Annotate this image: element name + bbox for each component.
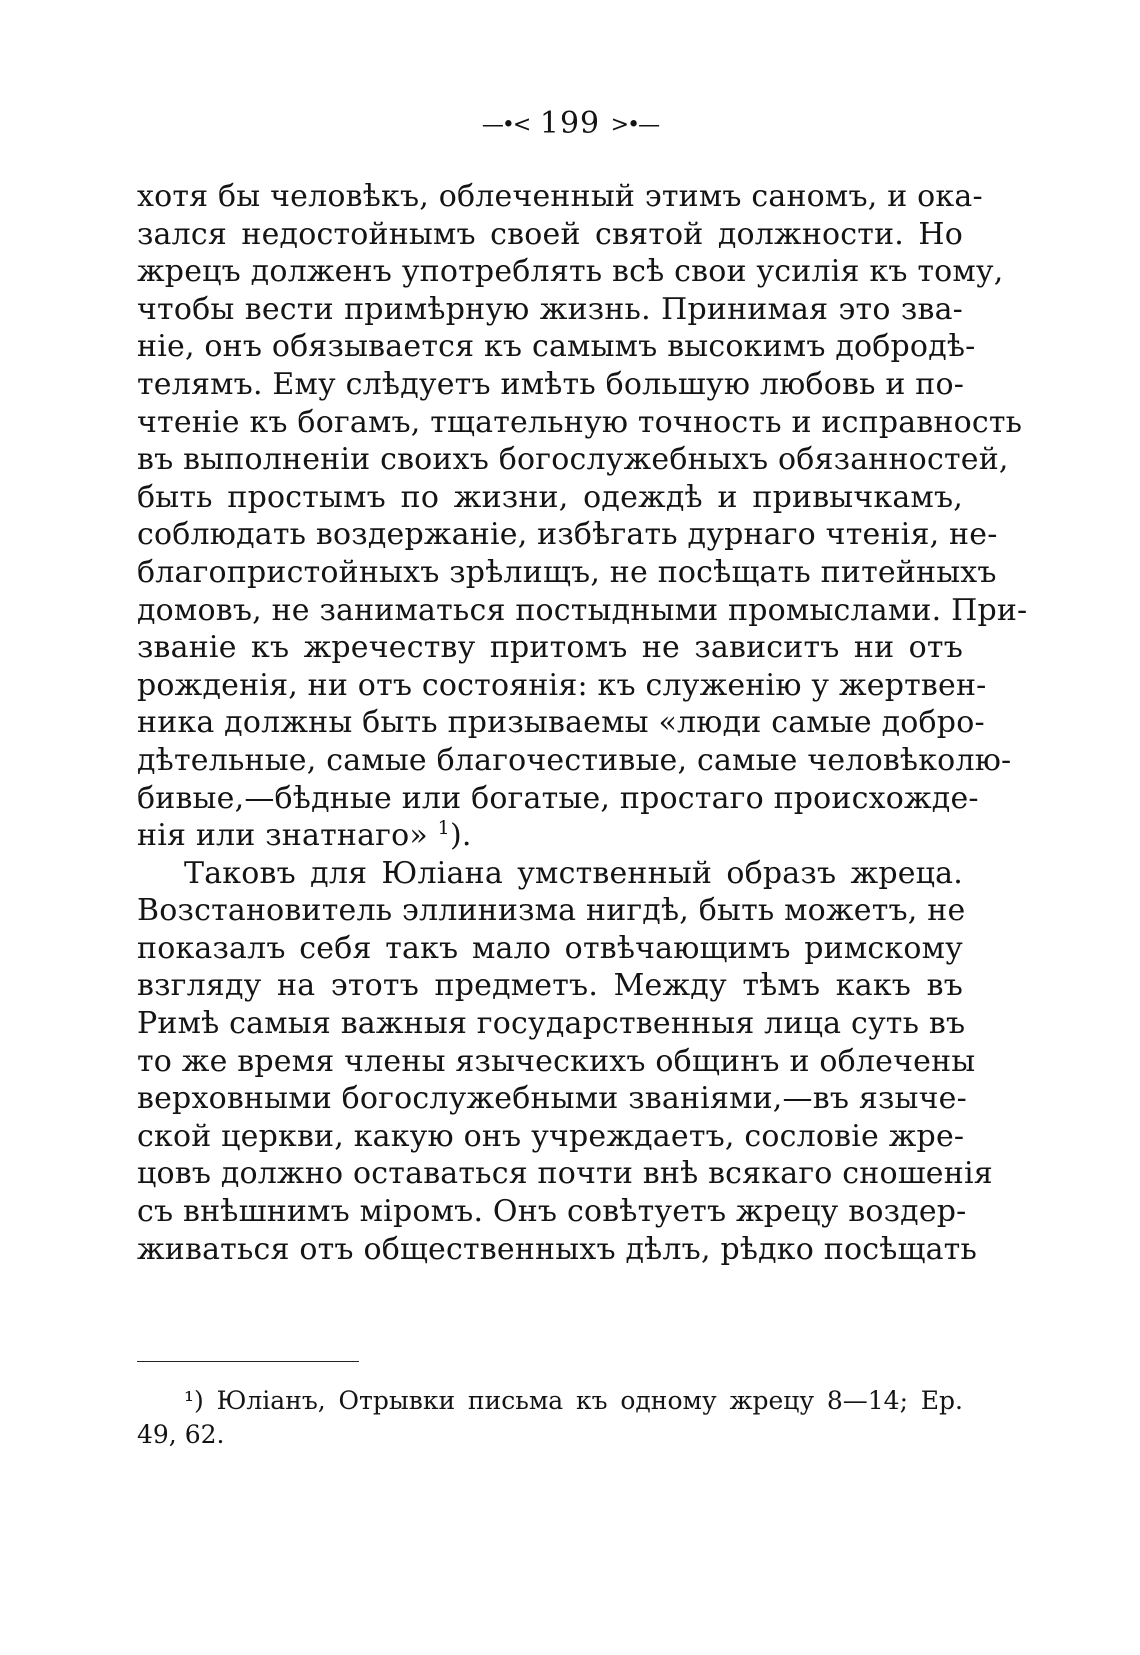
text-line: показалъ себя такъ мало отвѣчающимъ римскому [137, 930, 963, 966]
text-line: живаться отъ общественныхъ дѣлъ, рѣдко посѣщать [137, 1231, 978, 1267]
text-line: жрецъ долженъ употреблять всѣ свои усилія къ тому, [137, 254, 1004, 290]
text-line: Таковъ для Юліана умственный образъ жреца. [184, 855, 963, 891]
text-line: телямъ. Ему слѣдуетъ имѣть большую любовь и по- [137, 366, 965, 402]
text-line: дѣтельные, самые благочестивые, самые человѣколю- [137, 742, 1012, 778]
main-text [137, 178, 1028, 1268]
text-line: то же время члены языческихъ общинъ и облечены [137, 1043, 976, 1079]
text-line: верховными богослужебными званіями,—въ языче- [137, 1081, 967, 1117]
footnote-line: 49, 62. [137, 1420, 225, 1449]
text-line: рожденія, ни отъ состоянія: къ служенію у жертвен- [137, 667, 987, 703]
footnote-text: Юліанъ, Отрывки письма къ одному жрецу 8—14; Ep. [203, 1386, 963, 1415]
text-line: званіе къ жречеству притомъ не зависитъ ни отъ [137, 630, 963, 666]
text-line: зался недостойнымъ своей святой должности. Но [137, 216, 963, 252]
text-line: соблюдать воздержаніе, избѣгать дурнаго чтенія, не- [137, 517, 998, 553]
text-line: съ внѣшнимъ міромъ. Онъ совѣтуетъ жрецу воздер- [137, 1194, 967, 1230]
page-number: 199 [539, 106, 601, 141]
text-line: взгляду на этотъ предметъ. Между тѣмъ какъ въ [137, 968, 963, 1004]
text-line: бивые,—бѣдные или богатые, простаго происхожде- [137, 780, 979, 816]
text-line: домовъ, не заниматься постыдными промыслами. При- [137, 592, 1028, 628]
footnote-mark: ¹) [184, 1386, 204, 1415]
text-line: благопристойныхъ зрѣлищъ, не посѣщать питейныхъ [137, 554, 997, 590]
text-line: цовъ должно оставаться почти внѣ всякаго сношенія [137, 1156, 993, 1192]
text-line: ника должны быть призываемы «люди самые добро- [137, 705, 985, 741]
ornament-right: >•— [610, 112, 659, 138]
text-line: быть простымъ по жизни, одеждѣ и привычкамъ, [137, 479, 963, 515]
text-line: чтобы вести примѣрную жизнь. Принимая это зва- [137, 291, 963, 327]
text-line: чтеніе къ богамъ, тщательную точность и исправность [137, 404, 1023, 440]
footnote-reference: 1 [437, 817, 450, 840]
last-line-tail: ). [449, 818, 472, 854]
ornament-left: —•< [481, 112, 530, 138]
text-line-last [137, 817, 963, 855]
text-line: Возстановитель эллинизма нигдѣ, быть можетъ, не [137, 893, 966, 929]
footnote [137, 1384, 963, 1452]
text-line: Римѣ самыя важныя государственныя лица суть въ [137, 1006, 966, 1042]
text-line: хотя бы человѣкъ, облеченный этимъ саномъ, и ока- [137, 179, 983, 214]
text-line: въ выполненіи своихъ богослужебныхъ обязанностей, [137, 442, 1009, 478]
footnote-divider [137, 1361, 359, 1362]
last-line-text: нія или знатнаго» [137, 818, 438, 854]
footnote-line [137, 1384, 963, 1418]
text-line: ніе, онъ обязывается къ самымъ высокимъ добродѣ- [137, 329, 976, 365]
text-line: ской церкви, какую онъ учреждаетъ, сословіе жре- [137, 1118, 965, 1154]
page-header [0, 106, 1140, 141]
